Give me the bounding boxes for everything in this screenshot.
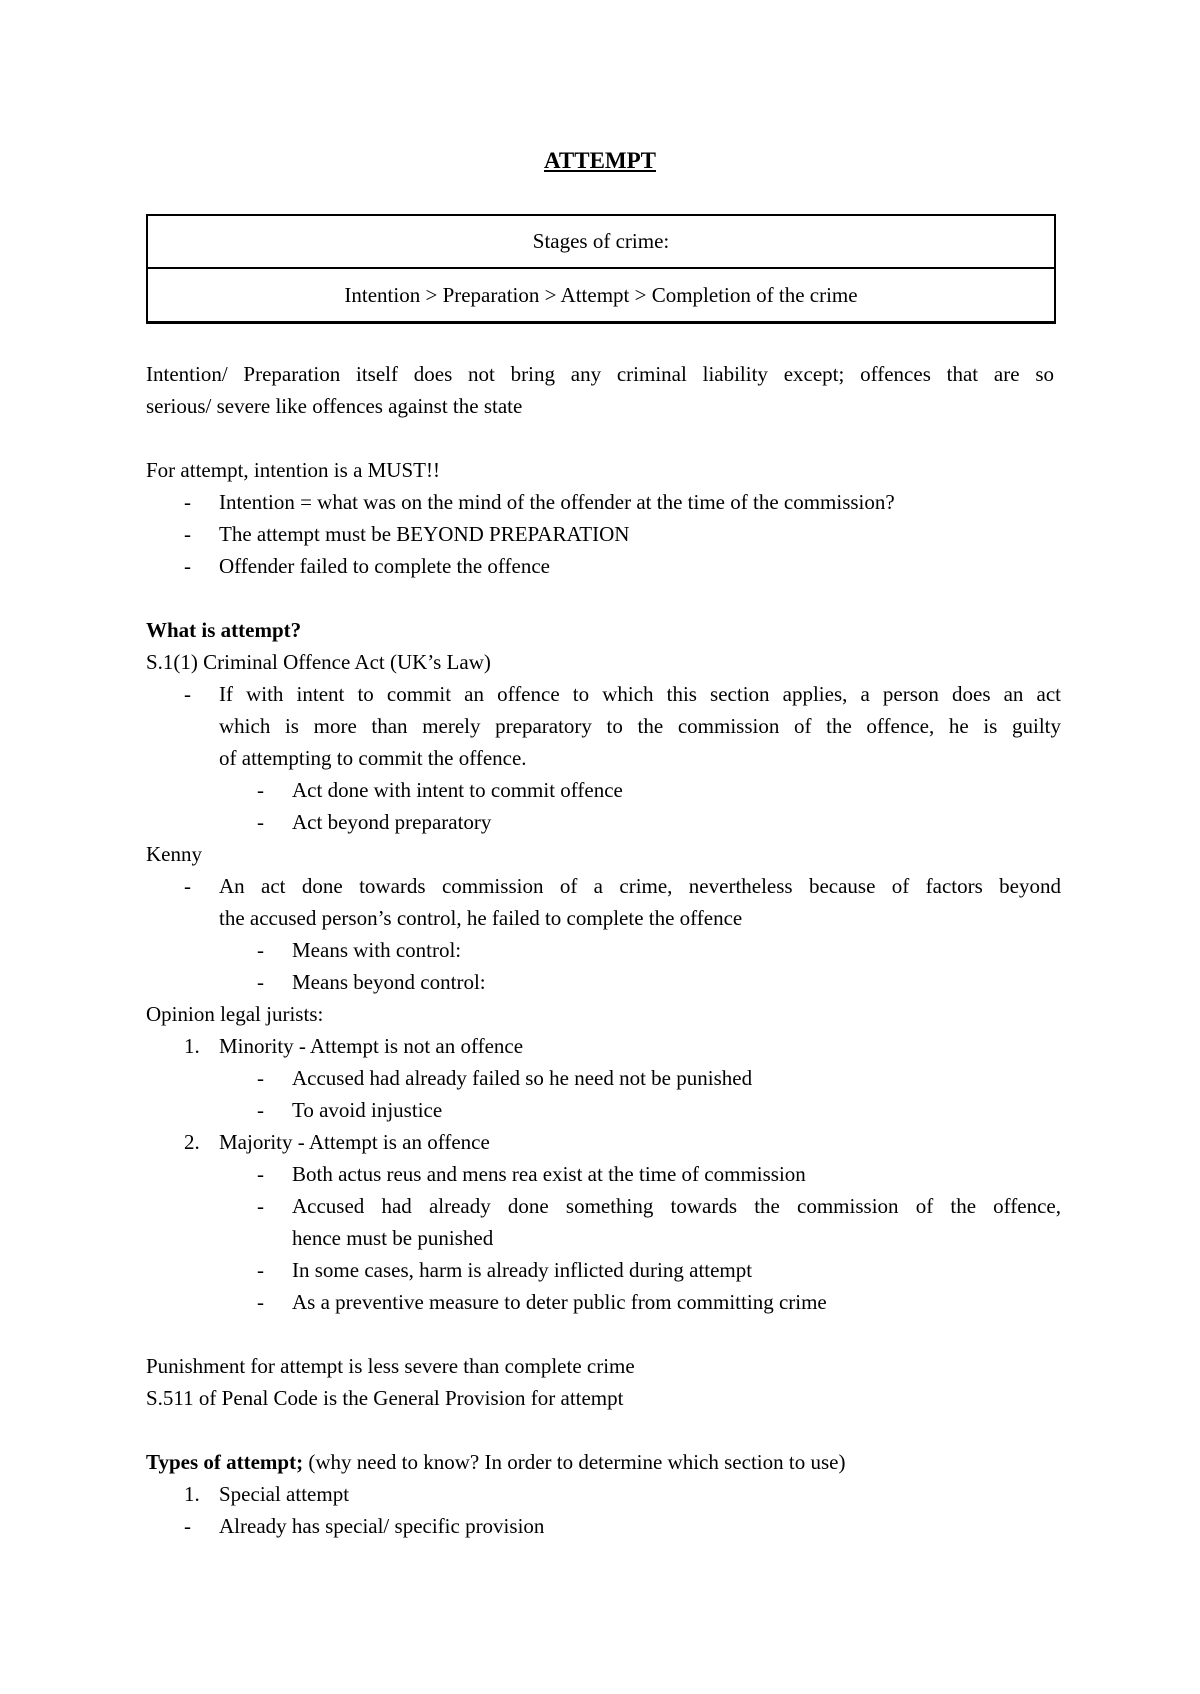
sub-list-item: As a preventive measure to deter public from committing crime (292, 1290, 827, 1314)
stages-table-row: Intention > Preparation > Attempt > Completion of the crime (147, 268, 1055, 322)
list-item: If with intent to commit an offence to which this section applies, a person does an act (219, 682, 1061, 706)
kenny-heading: Kenny (146, 842, 202, 866)
minority-item: Minority - Attempt is not an offence (219, 1034, 524, 1058)
list-item: The attempt must be BEYOND PREPARATION (219, 522, 630, 546)
bullet-dash: - (257, 778, 264, 802)
bullet-dash: - (257, 1066, 264, 1090)
list-item: Already has special/ specific provision (219, 1514, 545, 1538)
bullet-dash: - (257, 970, 264, 994)
list-item-continued: which is more than merely preparatory to the commission of the offence, he is guilty (219, 714, 1061, 738)
majority-item: Majority - Attempt is an offence (219, 1130, 490, 1154)
types-heading-line (146, 1446, 845, 1478)
list-number: 1. (184, 1034, 200, 1058)
bullet-dash: - (257, 1194, 264, 1218)
bullet-dash: - (257, 810, 264, 834)
bullet-dash: - (257, 1098, 264, 1122)
sub-list-item: Act beyond preparatory (292, 810, 492, 834)
statute-reference: S.1(1) Criminal Offence Act (UK’s Law) (146, 650, 491, 674)
sub-list-item-continued: hence must be punished (292, 1226, 494, 1250)
intro-line-2: serious/ severe like offences against the state (146, 394, 523, 418)
list-number: 2. (184, 1130, 200, 1154)
sub-list-item: Act done with intent to commit offence (292, 778, 623, 802)
sub-list-item: Means with control: (292, 938, 462, 962)
sub-list-item: Accused had already done something towards the commission of the offence, (292, 1194, 1061, 1218)
opinion-heading: Opinion legal jurists: (146, 1002, 324, 1026)
special-attempt-item: Special attempt (219, 1482, 350, 1506)
stages-table-header: Stages of crime: (147, 215, 1055, 268)
page-title: ATTEMPT (543, 148, 657, 173)
bullet-dash: - (184, 490, 191, 514)
bullet-dash: - (184, 1514, 191, 1538)
sub-list-item: Means beyond control: (292, 970, 486, 994)
list-item-continued: the accused person’s control, he failed to complete the offence (219, 906, 743, 930)
stages-table (146, 214, 1056, 324)
punishment-line-1: Punishment for attempt is less severe than complete crime (146, 1354, 635, 1378)
bullet-dash: - (184, 554, 191, 578)
bullet-dash: - (184, 522, 191, 546)
list-number: 1. (184, 1482, 200, 1506)
for-attempt-heading: For attempt, intention is a MUST!! (146, 458, 440, 482)
list-item-continued: of attempting to commit the offence. (219, 746, 527, 770)
bullet-dash: - (257, 1162, 264, 1186)
what-is-heading: What is attempt? (146, 618, 302, 642)
list-item: Offender failed to complete the offence (219, 554, 550, 578)
list-item: An act done towards commission of a crime, nevertheless because of factors beyond (219, 874, 1061, 898)
sub-list-item: Accused had already failed so he need not be punished (292, 1066, 753, 1090)
types-note: (why need to know? In order to determine which section to use) (303, 1450, 846, 1474)
sub-list-item: In some cases, harm is already inflicted during attempt (292, 1258, 753, 1282)
bullet-dash: - (257, 1290, 264, 1314)
bullet-dash: - (184, 874, 191, 898)
punishment-line-2: S.511 of Penal Code is the General Provision for attempt (146, 1386, 624, 1410)
bullet-dash: - (257, 938, 264, 962)
list-item: Intention = what was on the mind of the offender at the time of the commission? (219, 490, 895, 514)
types-heading: Types of attempt; (146, 1450, 304, 1474)
intro-line-1: Intention/ Preparation itself does not bring any criminal liability except; offences that are so (146, 362, 1054, 386)
bullet-dash: - (184, 682, 191, 706)
sub-list-item: Both actus reus and mens rea exist at the time of commission (292, 1162, 806, 1186)
sub-list-item: To avoid injustice (292, 1098, 443, 1122)
bullet-dash: - (257, 1258, 264, 1282)
